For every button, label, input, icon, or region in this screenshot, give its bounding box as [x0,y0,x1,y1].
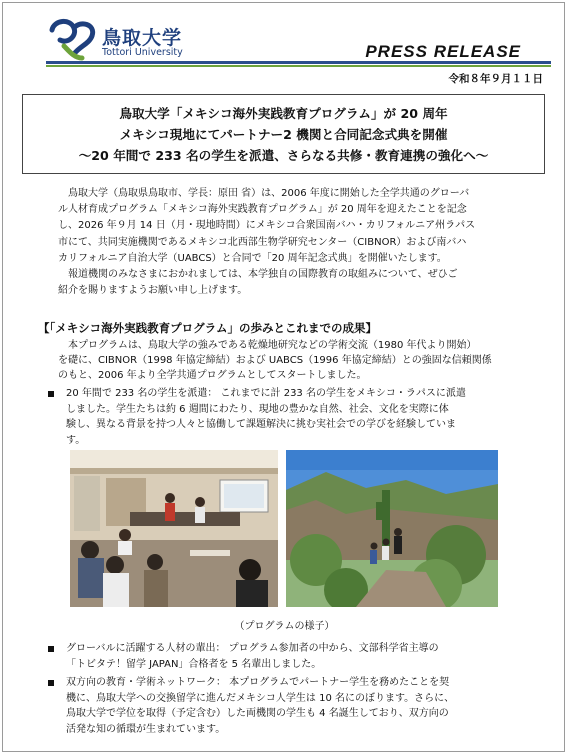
text-line: しました。学生たちは約 6 週間にわたり、現地の豊かな自然、社会、文化を実際に体 [66,403,449,415]
classroom-photo-image [70,450,278,607]
intro-paragraph-2 [58,267,520,299]
press-release-label: PRESS RELEASE [365,42,521,61]
section-body [58,338,528,383]
text-line: カリフォルニア自治大学（UABCS）と合同で「20 周年記念式典」を開催いたします。 [58,252,447,264]
text-line: し、2026 年９月 14 日（月・現地時間）にメキシコ合衆国南バハ・カリフォルニア州ラパス [58,220,476,232]
text-line: 鳥取大学（鳥取県鳥取市、学長：原田 省）は、2006 年度に開始した全学共通のグローバ [68,188,470,199]
bullet-square-icon [48,680,54,686]
title-line-2: メキシコ現地にてパートナー2 機関と合同記念式典を開催 [119,127,448,142]
bullet-square-icon [48,646,54,652]
text-line: 鳥取大学で学位を取得（予定含む）した両機関の学生も 4 名誕生しており、双方向の [66,708,449,719]
photo-field-trip [286,450,498,607]
text-line: 20 年間で 233 名の学生を派遣： これまでに計 233 名の学生をメキシコ・ラパスに派遣 [66,388,466,399]
text-line: 市にて、共同実施機関であるメキシコ北西部生物学研究センター（CIBNOR）および南バハ [58,236,467,248]
header-rule-green [46,65,551,67]
intro-text [58,186,520,299]
university-logo [44,16,189,62]
text-line: のもと、2006 年より全学共通プログラムとしてスタートしました。 [58,370,367,381]
text-line: 紹介を賜りますようお願い申し上げます。 [58,285,248,297]
text-line: 報道機関のみなさまにおかれましては、本学独自の国際教育の取組みについて、ぜひご [68,269,458,281]
title-line-3: 〜20 年間で 233 名の学生を派遣、さらなる共修・教育連携の強化へ〜 [78,148,489,163]
text-line: ル人材育成プログラム「メキシコ海外実践教育プログラム」が 20 周年を迎えたことを記念 [58,204,467,216]
photo-caption: （プログラムの様子） [234,621,335,632]
release-date: 令和８年９月１１日 [448,73,543,85]
text-line: 双方向の教育・学術ネットワーク： 本プログラムでパートナー学生を務めたことを契 [66,677,450,688]
text-line: す。 [66,434,86,446]
photo-classroom [70,450,278,607]
university-name-en: Tottori University [102,47,183,58]
text-line: 験し、異なる背景を持つ人々と協働して課題解決に挑む実社会での学びを経験していま [66,419,456,430]
university-name-jp: 鳥取大学 [102,27,183,49]
text-line: グローバルに活躍する人材の輩出： プログラム参加者の中から、文部科学省主導の [66,643,439,654]
bullet-square-icon [48,391,54,397]
text-line: 本プログラムは、鳥取大学の強みである乾燥地研究などの学術交流（1980 年代より開始） [68,340,477,351]
header-rule-blue [46,61,551,64]
intro-paragraph-1 [58,186,520,267]
field-trip-photo-image [286,450,498,607]
text-line: 活発な知の循環が生まれています。 [66,723,226,735]
text-line: 機に、鳥取大学への交換留学に進んだメキシコ人学生は 10 名にのぼります。さらに、 [66,692,455,704]
title-box [22,94,545,174]
text-line: 「トビタテ！留学 JAPAN」合格者を 5 名輩出しました。 [66,658,322,670]
text-line: を礎に、CIBNOR（1998 年協定締結）および UABCS（1996 年協定締結）との強固な信頼関係 [58,355,492,366]
title-line-1: 鳥取大学「メキシコ海外実践教育プログラム」が 20 周年 [119,106,448,121]
section-heading: 【「メキシコ海外実践教育プログラム」の歩みとこれまでの成果】 [38,321,378,335]
tottori-logo-mark-icon [44,16,100,62]
